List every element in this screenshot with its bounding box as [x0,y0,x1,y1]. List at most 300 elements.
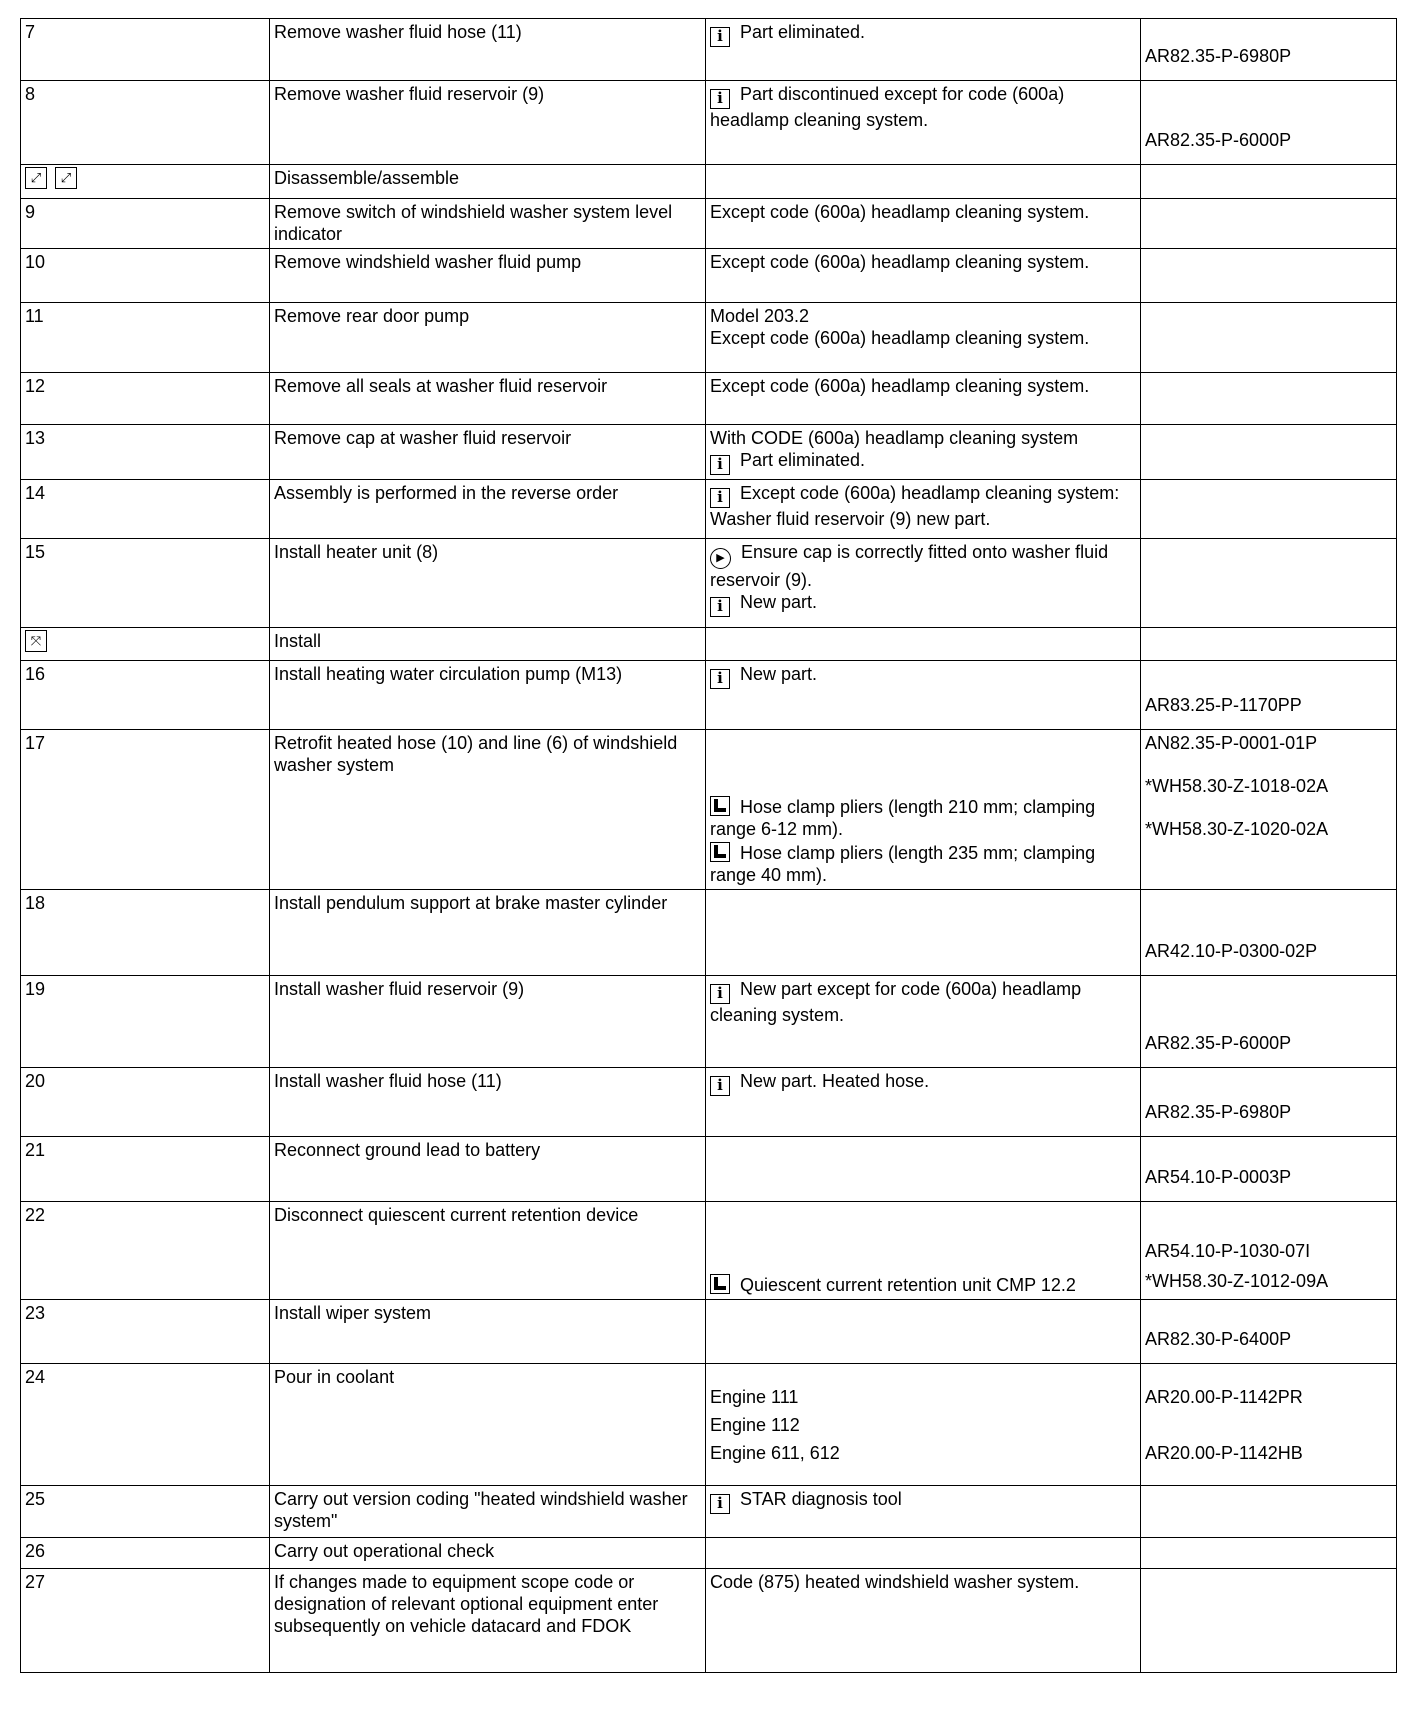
reference-link[interactable]: *WH58.30-Z-1018-02A [1145,776,1329,796]
reference-stack [1145,167,1392,195]
notes-cell [706,628,1141,661]
action-text: Install heater unit (8) [274,542,439,562]
notes-stack [710,201,1136,245]
spacer [1145,151,1392,161]
reference-link[interactable]: AN82.35-P-0001-01P [1145,733,1318,753]
spacer [1145,1188,1392,1198]
reference-cell [1141,1569,1397,1673]
notes-cell [706,373,1141,425]
spacer [710,1204,1136,1272]
step-number: 22 [25,1205,46,1225]
info-icon: i [710,89,730,109]
reference-cell [1141,1068,1397,1137]
note-text: Engine 112 [710,1415,800,1435]
notes-cell [706,890,1141,976]
step-cell [21,165,270,199]
action-cell [270,373,706,425]
spacer [1145,1292,1392,1296]
table-row [21,628,1397,661]
notes-stack [710,1302,1136,1360]
spacer [1145,1302,1392,1328]
info-icon: i [710,488,730,508]
step-number: 9 [25,202,36,222]
note-text: Hose clamp pliers (length 210 mm; clamping range 6-12 mm). [710,797,1096,839]
step-number: 19 [25,979,46,999]
action-cell [270,661,706,730]
notes-stack [710,541,1136,624]
reference-cell [1141,199,1397,249]
note-text: Hose clamp pliers (length 235 mm; clamping range 40 mm). [710,843,1096,885]
tool-icon [710,1274,730,1294]
note-text: New part. [740,664,818,684]
reference-stack [1145,482,1392,535]
notes-stack [710,1204,1136,1296]
step-cell [21,19,270,81]
step-number: 11 [25,306,44,326]
reference-stack [1145,201,1392,245]
notes-cell [706,81,1141,165]
reference-cell [1141,249,1397,303]
reference-cell [1141,373,1397,425]
note-line [710,541,1136,591]
table-row [21,1137,1397,1202]
action-cell [270,480,706,539]
notes-stack [710,732,1136,886]
table-row [21,661,1397,730]
notes-cell [706,1068,1141,1137]
reference-cell [1141,480,1397,539]
action-text: Remove washer fluid reservoir (9) [274,84,545,104]
step-cell [21,303,270,373]
action-text: Install washer fluid reservoir (9) [274,979,525,999]
table-row [21,539,1397,628]
step-number: 25 [25,1489,46,1509]
step-cell [21,539,270,628]
reference-stack [1145,1302,1392,1360]
notes-cell [706,1137,1141,1202]
note-line [710,1070,1136,1096]
action-cell [270,425,706,480]
note-text: Model 203.2 [710,306,810,326]
notes-cell [706,730,1141,890]
notes-stack [710,1540,1136,1565]
notes-cell [706,1364,1141,1486]
notes-cell [706,165,1141,199]
action-text: Reconnect ground lead to battery [274,1140,541,1160]
spacer [1145,1366,1392,1386]
reference-stack [1145,630,1392,657]
action-text: Install wiper system [274,1303,432,1323]
reference-link[interactable]: *WH58.30-Z-1012-09A [1145,1271,1329,1291]
notes-cell [706,1569,1141,1673]
table-row [21,303,1397,373]
notes-stack [710,630,1136,657]
install-icon: ⤧ [25,630,47,652]
step-number: 13 [25,428,46,448]
reference-stack [1145,83,1392,161]
step-cell [21,1300,270,1364]
step-cell [21,249,270,303]
info-icon: i [710,597,730,617]
spacer [1145,1139,1392,1166]
step-number: 17 [25,733,46,753]
note-line [710,978,1136,1026]
action-text: Remove washer fluid hose (11) [274,22,522,42]
table-row [21,976,1397,1068]
table-row [21,1364,1397,1486]
reference-cell [1141,1202,1397,1300]
step-cell [21,730,270,890]
reference-stack [1145,375,1392,421]
step-number: 14 [25,483,46,503]
step-number: 8 [25,84,36,104]
action-text: Remove switch of windshield washer system level indicator [274,202,673,244]
reference-cell [1141,165,1397,199]
info-icon: i [710,27,730,47]
reference-link[interactable]: AR20.00-P-1142PR [1145,1387,1303,1407]
reference-link[interactable]: AR82.30-P-6400P [1145,1329,1292,1349]
info-icon: i [710,1494,730,1514]
table-row [21,1569,1397,1673]
info-icon: i [710,984,730,1004]
notes-stack [710,21,1136,77]
note-line [710,305,1136,327]
action-cell [270,249,706,303]
step-cell [21,1068,270,1137]
step-cell [21,199,270,249]
reference-cell [1141,730,1397,890]
step-number: 23 [25,1303,46,1323]
action-cell [270,1300,706,1364]
reference-cell [1141,1300,1397,1364]
spacer [1145,83,1392,129]
reference-stack [1145,1488,1392,1534]
reference-cell [1141,1538,1397,1569]
action-cell [270,1068,706,1137]
reference-link[interactable]: AR82.35-P-6000P [1145,130,1292,150]
reference-stack [1145,892,1392,972]
step-number: 24 [25,1367,46,1387]
notes-cell [706,19,1141,81]
spacer [1145,1070,1392,1101]
step-cell [21,628,270,661]
step-cell [21,890,270,976]
notes-stack [710,482,1136,535]
note-text: Except code (600a) headlamp cleaning system. [710,328,1090,348]
note-text: Ensure cap is correctly fitted onto washer fluid reservoir (9). [710,542,1109,590]
note-line [710,449,1136,475]
spacer [1145,716,1392,726]
note-line [710,21,1136,47]
spacer [1145,1123,1392,1133]
action-text: Remove rear door pump [274,306,470,326]
step-number: 26 [25,1541,46,1561]
table-row [21,199,1397,249]
note-text: Except code (600a) headlamp cleaning system: Washer fluid reservoir (9) new part. [710,483,1120,529]
note-line [710,1386,1136,1408]
reference-link[interactable]: AR42.10-P-0300-02P [1145,941,1318,961]
note-line [710,1488,1136,1514]
spacer [1145,21,1392,45]
reference-stack [1145,732,1392,886]
procedure-table [20,18,1397,1673]
action-cell [270,1202,706,1300]
table-row [21,1538,1397,1569]
action-cell [270,199,706,249]
reference-stack [1145,663,1392,726]
reference-cell [1141,81,1397,165]
spacer [1145,1350,1392,1360]
step-cell [21,976,270,1068]
notes-cell [706,303,1141,373]
step-number: 7 [25,22,36,42]
action-text: Install heating water circulation pump (M13) [274,664,623,684]
action-text: Disassemble/assemble [274,168,460,188]
step-number: 27 [25,1572,46,1592]
step-number: 18 [25,893,46,913]
spacer [710,1366,1136,1386]
step-number: 20 [25,1071,46,1091]
action-text: Install pendulum support at brake master cylinder [274,893,668,913]
reference-link[interactable]: AR82.35-P-6000P [1145,1033,1292,1053]
step-number: 15 [25,542,46,562]
note-line [710,251,1136,273]
note-line [710,796,1136,840]
action-cell [270,1364,706,1486]
reference-cell [1141,19,1397,81]
reference-cell [1141,661,1397,730]
reference-stack [1145,1366,1392,1482]
tool-icon [710,796,730,816]
notes-cell [706,1486,1141,1538]
step-cell [21,373,270,425]
notes-stack [710,1070,1136,1133]
assemble-icon: ⤢ [55,167,77,189]
reference-stack [1145,21,1392,77]
notes-stack [710,978,1136,1064]
step-cell [21,1364,270,1486]
step-cell [21,1538,270,1569]
spacer [710,732,1136,794]
note-text: New part except for code (600a) headlamp cleaning system. [710,979,1082,1025]
reference-cell [1141,1364,1397,1486]
notes-cell [706,1300,1141,1364]
disassemble-icon: ⤢ [25,167,47,189]
reference-cell [1141,303,1397,373]
action-cell [270,19,706,81]
notes-stack [710,1139,1136,1198]
note-line [710,663,1136,689]
reference-stack [1145,978,1392,1064]
reference-cell [1141,425,1397,480]
note-line [710,1274,1136,1296]
table-row [21,1068,1397,1137]
note-line [710,1571,1136,1593]
step-number: 16 [25,664,46,684]
note-text: New part. [740,592,818,612]
notes-cell [706,425,1141,480]
action-text: If changes made to equipment scope code or designation of relevant optional equipment enter subsequently on vehicle datacard and FDOK [274,1572,659,1636]
reference-stack [1145,1139,1392,1198]
action-cell [270,303,706,373]
action-cell [270,539,706,628]
tool-icon [710,842,730,862]
notes-cell [706,1202,1141,1300]
note-text: Except code (600a) headlamp cleaning system. [710,376,1090,396]
spacer [1145,67,1392,77]
caution-icon: ▶ [710,548,731,569]
reference-link[interactable]: AR54.10-P-1030-07I [1145,1241,1311,1261]
reference-link[interactable]: AR20.00-P-1142HB [1145,1443,1303,1463]
note-text: Except code (600a) headlamp cleaning system. [710,202,1090,222]
notes-cell [706,661,1141,730]
reference-link[interactable]: AR54.10-P-0003P [1145,1167,1292,1187]
table-row [21,1486,1397,1538]
note-line [710,1442,1136,1464]
reference-link[interactable]: AR82.35-P-6980P [1145,46,1292,66]
step-cell [21,425,270,480]
note-text: Part discontinued except for code (600a) headlamp cleaning system. [710,84,1065,130]
action-cell [270,1569,706,1673]
reference-cell [1141,976,1397,1068]
notes-stack [710,1571,1136,1669]
notes-cell [706,249,1141,303]
action-text: Install [274,631,322,651]
note-text: STAR diagnosis tool [740,1489,902,1509]
action-text: Carry out version coding "heated windshield washer system" [274,1489,688,1531]
note-line [710,327,1136,349]
notes-cell [706,539,1141,628]
table-row [21,373,1397,425]
action-cell [270,165,706,199]
note-line [710,482,1136,530]
info-icon: i [710,455,730,475]
action-text: Remove windshield washer fluid pump [274,252,582,272]
reference-cell [1141,1486,1397,1538]
reference-stack [1145,305,1392,369]
reference-stack [1145,1540,1392,1565]
notes-stack [710,83,1136,161]
reference-cell [1141,1137,1397,1202]
action-cell [270,1486,706,1538]
note-text: Engine 611, 612 [710,1443,840,1463]
step-number: 12 [25,376,46,396]
note-text: Except code (600a) headlamp cleaning system. [710,252,1090,272]
reference-stack [1145,541,1392,624]
step-cell [21,661,270,730]
notes-stack [710,427,1136,476]
action-text: Retrofit heated hose (10) and line (6) of windshield washer system [274,733,678,775]
notes-cell [706,199,1141,249]
note-line [710,201,1136,223]
note-text: Part eliminated. [740,450,866,470]
note-line [710,591,1136,617]
info-icon: i [710,1076,730,1096]
note-text: Quiescent current retention unit CMP 12.2 [740,1275,1076,1295]
reference-stack [1145,1571,1392,1669]
table-row [21,425,1397,480]
reference-link[interactable]: *WH58.30-Z-1020-02A [1145,819,1329,839]
notes-stack [710,251,1136,299]
step-cell [21,1137,270,1202]
spacer [1145,1054,1392,1064]
notes-stack [710,1488,1136,1534]
note-line [710,427,1136,449]
step-cell [21,480,270,539]
action-cell [270,976,706,1068]
action-text: Assembly is performed in the reverse order [274,483,619,503]
action-cell [270,1538,706,1569]
table-row [21,249,1397,303]
reference-stack [1145,427,1392,476]
action-cell [270,81,706,165]
notes-stack [710,1366,1136,1482]
action-text: Disconnect quiescent current retention device [274,1205,639,1225]
reference-stack [1145,1070,1392,1133]
table-row [21,165,1397,199]
reference-link[interactable]: AR83.25-P-1170PP [1145,695,1302,715]
action-cell [270,1137,706,1202]
notes-cell [706,1538,1141,1569]
notes-stack [710,892,1136,972]
action-text: Remove all seals at washer fluid reservoir [274,376,608,396]
notes-stack [710,663,1136,726]
action-text: Carry out operational check [274,1541,495,1561]
step-cell [21,1569,270,1673]
notes-stack [710,167,1136,195]
reference-link[interactable]: AR82.35-P-6980P [1145,1102,1292,1122]
action-text: Remove cap at washer fluid reservoir [274,428,572,448]
reference-stack [1145,1204,1392,1296]
reference-cell [1141,539,1397,628]
note-text: Engine 111 [710,1387,799,1407]
action-cell [270,730,706,890]
spacer [1145,962,1392,972]
action-cell [270,628,706,661]
table-row [21,480,1397,539]
note-text: Code (875) heated windshield washer system. [710,1572,1080,1592]
notes-cell [706,480,1141,539]
spacer [1145,892,1392,940]
notes-cell [706,976,1141,1068]
step-number: 21 [25,1140,46,1160]
step-cell [21,81,270,165]
reference-cell [1141,628,1397,661]
table-row [21,730,1397,890]
table-row [21,81,1397,165]
table-row [21,1202,1397,1300]
note-text: Part eliminated. [740,22,866,42]
step-number: 10 [25,252,46,272]
table-row [21,19,1397,81]
info-icon: i [710,669,730,689]
spacer [1145,978,1392,1032]
action-text: Install washer fluid hose (11) [274,1071,502,1091]
step-cell [21,1486,270,1538]
note-text: With CODE (600a) headlamp cleaning system [710,428,1079,448]
action-text: Pour in coolant [274,1367,395,1387]
spacer [1145,663,1392,694]
note-line [710,375,1136,397]
spacer [1145,1204,1392,1240]
reference-stack [1145,251,1392,299]
notes-stack [710,305,1136,369]
note-line [710,83,1136,131]
note-text: New part. Heated hose. [740,1071,930,1091]
notes-stack [710,375,1136,421]
table-row [21,890,1397,976]
reference-cell [1141,890,1397,976]
